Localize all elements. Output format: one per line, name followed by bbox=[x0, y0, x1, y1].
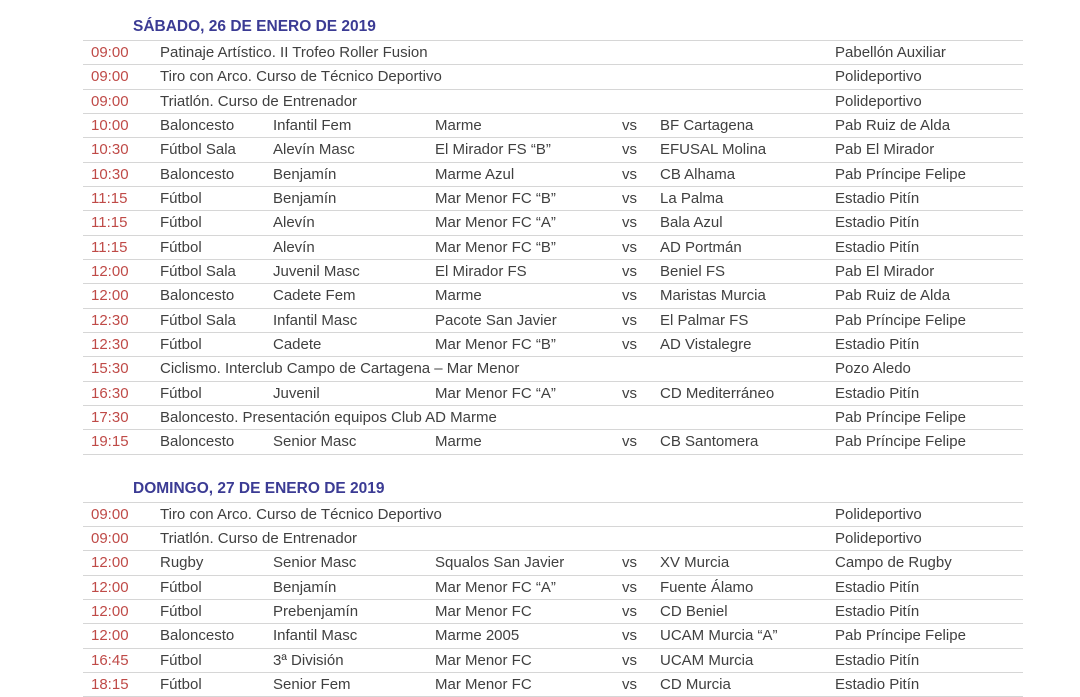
sport-cell: Fútbol bbox=[160, 190, 202, 208]
schedule-row bbox=[83, 333, 1023, 357]
category-cell: Juvenil bbox=[273, 384, 320, 402]
away-team-cell: UCAM Murcia “A” bbox=[660, 627, 778, 645]
vs-label: vs bbox=[622, 627, 637, 645]
home-team-cell: El Mirador FS “B” bbox=[435, 141, 551, 159]
home-team-cell: Mar Menor FC “A” bbox=[435, 384, 556, 402]
venue-cell: Estadio Pitín bbox=[835, 336, 920, 354]
home-team-cell: Mar Menor FC bbox=[435, 676, 532, 694]
schedule-row bbox=[83, 138, 1023, 162]
away-team-cell: El Palmar FS bbox=[660, 311, 749, 329]
category-cell: Alevín Masc bbox=[273, 141, 355, 159]
sport-cell: Baloncesto bbox=[160, 165, 235, 183]
event-cell: Tiro con Arco. Curso de Técnico Deportivo bbox=[160, 68, 442, 86]
time-cell: 16:45 bbox=[91, 651, 129, 669]
time-cell: 09:00 bbox=[91, 68, 129, 86]
venue-cell: Polideportivo bbox=[835, 92, 922, 110]
sport-cell: Fútbol bbox=[160, 238, 202, 256]
time-cell: 12:00 bbox=[91, 263, 129, 281]
schedule-row bbox=[83, 430, 1023, 454]
venue-cell: Pab El Mirador bbox=[835, 141, 935, 159]
home-team-cell: Mar Menor FC “A” bbox=[435, 214, 556, 232]
venue-cell: Estadio Pitín bbox=[835, 190, 920, 208]
vs-label: vs bbox=[622, 287, 637, 305]
time-cell: 09:00 bbox=[91, 92, 129, 110]
vs-label: vs bbox=[622, 214, 637, 232]
away-team-cell: Bala Azul bbox=[660, 214, 723, 232]
home-team-cell: Mar Menor FC “B” bbox=[435, 238, 556, 256]
schedule-row-event bbox=[83, 41, 1023, 65]
time-cell: 15:30 bbox=[91, 360, 129, 378]
sport-cell: Fútbol bbox=[160, 214, 202, 232]
time-cell: 16:30 bbox=[91, 384, 129, 402]
schedule-row-event bbox=[83, 406, 1023, 430]
schedule-row-event bbox=[83, 357, 1023, 381]
schedule-row bbox=[83, 284, 1023, 308]
vs-label: vs bbox=[622, 603, 637, 621]
home-team-cell: Marme bbox=[435, 117, 482, 135]
sport-cell: Fútbol bbox=[160, 336, 202, 354]
venue-cell: Pab El Mirador bbox=[835, 263, 935, 281]
category-cell: Cadete bbox=[273, 336, 322, 354]
venue-cell: Estadio Pitín bbox=[835, 676, 920, 694]
category-cell: Juvenil Masc bbox=[273, 263, 360, 281]
category-cell: Benjamín bbox=[273, 165, 337, 183]
schedule-row bbox=[83, 551, 1023, 575]
vs-label: vs bbox=[622, 238, 637, 256]
event-cell: Tiro con Arco. Curso de Técnico Deportivo bbox=[160, 505, 442, 523]
away-team-cell: CD Murcia bbox=[660, 676, 731, 694]
time-cell: 09:00 bbox=[91, 505, 129, 523]
time-cell: 12:00 bbox=[91, 603, 129, 621]
away-team-cell: BF Cartagena bbox=[660, 117, 754, 135]
category-cell: Infantil Masc bbox=[273, 311, 358, 329]
sport-cell: Baloncesto bbox=[160, 433, 235, 451]
home-team-cell: Mar Menor FC bbox=[435, 603, 532, 621]
vs-label: vs bbox=[622, 651, 637, 669]
vs-label: vs bbox=[622, 336, 637, 354]
time-cell: 10:30 bbox=[91, 141, 129, 159]
schedule-row bbox=[83, 211, 1023, 235]
sport-cell: Fútbol bbox=[160, 676, 202, 694]
vs-label: vs bbox=[622, 578, 637, 596]
venue-cell: Pab Príncipe Felipe bbox=[835, 627, 966, 645]
section-rows bbox=[83, 40, 1023, 455]
sections-container bbox=[83, 13, 1023, 697]
away-team-cell: CD Mediterráneo bbox=[660, 384, 775, 402]
sport-cell: Rugby bbox=[160, 554, 204, 572]
away-team-cell: Fuente Álamo bbox=[660, 578, 754, 596]
time-cell: 09:00 bbox=[91, 44, 129, 62]
venue-cell: Estadio Pitín bbox=[835, 603, 920, 621]
venue-cell: Estadio Pitín bbox=[835, 651, 920, 669]
home-team-cell: Mar Menor FC “B” bbox=[435, 190, 556, 208]
sport-cell: Fútbol bbox=[160, 603, 202, 621]
time-cell: 10:30 bbox=[91, 165, 129, 183]
schedule-row bbox=[83, 600, 1023, 624]
vs-label: vs bbox=[622, 311, 637, 329]
away-team-cell: CB Alhama bbox=[660, 165, 736, 183]
home-team-cell: Pacote San Javier bbox=[435, 311, 557, 329]
category-cell: 3ª División bbox=[273, 651, 344, 669]
venue-cell: Pab Príncipe Felipe bbox=[835, 165, 966, 183]
time-cell: 09:00 bbox=[91, 530, 129, 548]
away-team-cell: CD Beniel bbox=[660, 603, 728, 621]
vs-label: vs bbox=[622, 554, 637, 572]
event-cell: Triatlón. Curso de Entrenador bbox=[160, 92, 358, 110]
event-cell: Ciclismo. Interclub Campo de Cartagena – Mar Menor bbox=[160, 360, 520, 378]
away-team-cell: La Palma bbox=[660, 190, 724, 208]
away-team-cell: CB Santomera bbox=[660, 433, 759, 451]
away-team-cell: Beniel FS bbox=[660, 263, 726, 281]
vs-label: vs bbox=[622, 433, 637, 451]
category-cell: Prebenjamín bbox=[273, 603, 359, 621]
sport-cell: Baloncesto bbox=[160, 117, 235, 135]
category-cell: Alevín bbox=[273, 238, 315, 256]
section-title: DOMINGO, 27 DE ENERO DE 2019 bbox=[133, 479, 385, 497]
home-team-cell: El Mirador FS bbox=[435, 263, 527, 281]
schedule-row bbox=[83, 163, 1023, 187]
venue-cell: Pab Príncipe Felipe bbox=[835, 311, 966, 329]
home-team-cell: Mar Menor FC “A” bbox=[435, 578, 556, 596]
schedule-row bbox=[83, 673, 1023, 697]
venue-cell: Pab Príncipe Felipe bbox=[835, 409, 966, 427]
category-cell: Infantil Fem bbox=[273, 117, 352, 135]
schedule-row-event bbox=[83, 90, 1023, 114]
home-team-cell: Marme Azul bbox=[435, 165, 515, 183]
time-cell: 18:15 bbox=[91, 676, 129, 694]
home-team-cell: Marme 2005 bbox=[435, 627, 520, 645]
venue-cell: Estadio Pitín bbox=[835, 214, 920, 232]
away-team-cell: Maristas Murcia bbox=[660, 287, 766, 305]
time-cell: 12:00 bbox=[91, 578, 129, 596]
home-team-cell: Squalos San Javier bbox=[435, 554, 565, 572]
vs-label: vs bbox=[622, 117, 637, 135]
away-team-cell: UCAM Murcia bbox=[660, 651, 754, 669]
time-cell: 12:00 bbox=[91, 287, 129, 305]
venue-cell: Pabellón Auxiliar bbox=[835, 44, 946, 62]
day-section bbox=[83, 13, 1023, 455]
sport-cell: Fútbol bbox=[160, 384, 202, 402]
schedule-row-event bbox=[83, 65, 1023, 89]
venue-cell: Estadio Pitín bbox=[835, 238, 920, 256]
venue-cell: Estadio Pitín bbox=[835, 384, 920, 402]
sport-cell: Baloncesto bbox=[160, 287, 235, 305]
time-cell: 12:30 bbox=[91, 311, 129, 329]
schedule-row bbox=[83, 236, 1023, 260]
schedule-row bbox=[83, 649, 1023, 673]
schedule-row-event bbox=[83, 503, 1023, 527]
day-section bbox=[83, 475, 1023, 697]
venue-cell: Pab Ruiz de Alda bbox=[835, 287, 951, 305]
away-team-cell: AD Portmán bbox=[660, 238, 742, 256]
venue-cell: Estadio Pitín bbox=[835, 578, 920, 596]
away-team-cell: AD Vistalegre bbox=[660, 336, 752, 354]
category-cell: Benjamín bbox=[273, 190, 337, 208]
sport-cell: Fútbol bbox=[160, 651, 202, 669]
event-cell: Triatlón. Curso de Entrenador bbox=[160, 530, 358, 548]
section-title: SÁBADO, 26 DE ENERO DE 2019 bbox=[133, 18, 376, 35]
schedule-row bbox=[83, 260, 1023, 284]
schedule-row bbox=[83, 624, 1023, 648]
event-cell: Patinaje Artístico. II Trofeo Roller Fusion bbox=[160, 44, 428, 62]
home-team-cell: Mar Menor FC bbox=[435, 651, 532, 669]
sport-cell: Fútbol bbox=[160, 578, 202, 596]
schedule-row bbox=[83, 382, 1023, 406]
vs-label: vs bbox=[622, 384, 637, 402]
section-rows bbox=[83, 502, 1023, 697]
time-cell: 12:00 bbox=[91, 627, 129, 645]
vs-label: vs bbox=[622, 676, 637, 694]
time-cell: 11:15 bbox=[91, 214, 128, 232]
home-team-cell: Marme bbox=[435, 287, 482, 305]
sport-cell: Fútbol Sala bbox=[160, 263, 236, 281]
schedule-row bbox=[83, 309, 1023, 333]
venue-cell: Pab Príncipe Felipe bbox=[835, 433, 966, 451]
home-team-cell: Marme bbox=[435, 433, 482, 451]
venue-cell: Polideportivo bbox=[835, 505, 922, 523]
time-cell: 11:15 bbox=[91, 238, 128, 256]
home-team-cell: Mar Menor FC “B” bbox=[435, 336, 556, 354]
time-cell: 19:15 bbox=[91, 433, 129, 451]
category-cell: Alevín bbox=[273, 214, 315, 232]
sport-cell: Fútbol Sala bbox=[160, 141, 236, 159]
venue-cell: Campo de Rugby bbox=[835, 554, 952, 572]
venue-cell: Pozo Aledo bbox=[835, 360, 911, 378]
time-cell: 17:30 bbox=[91, 409, 129, 427]
schedule-row bbox=[83, 187, 1023, 211]
vs-label: vs bbox=[622, 165, 637, 183]
vs-label: vs bbox=[622, 190, 637, 208]
schedule-row bbox=[83, 114, 1023, 138]
time-cell: 11:15 bbox=[91, 190, 128, 208]
category-cell: Cadete Fem bbox=[273, 287, 356, 305]
category-cell: Senior Fem bbox=[273, 676, 351, 694]
time-cell: 12:00 bbox=[91, 554, 129, 572]
sport-cell: Fútbol Sala bbox=[160, 311, 236, 329]
category-cell: Infantil Masc bbox=[273, 627, 358, 645]
venue-cell: Polideportivo bbox=[835, 68, 922, 86]
category-cell: Senior Masc bbox=[273, 433, 357, 451]
schedule-row-event bbox=[83, 527, 1023, 551]
vs-label: vs bbox=[622, 263, 637, 281]
time-cell: 10:00 bbox=[91, 117, 129, 135]
venue-cell: Pab Ruiz de Alda bbox=[835, 117, 951, 135]
schedule-row bbox=[83, 576, 1023, 600]
category-cell: Senior Masc bbox=[273, 554, 357, 572]
venue-cell: Polideportivo bbox=[835, 530, 922, 548]
event-cell: Baloncesto. Presentación equipos Club AD Marme bbox=[160, 409, 497, 427]
sport-cell: Baloncesto bbox=[160, 627, 235, 645]
away-team-cell: XV Murcia bbox=[660, 554, 730, 572]
category-cell: Benjamín bbox=[273, 578, 337, 596]
vs-label: vs bbox=[622, 141, 637, 159]
time-cell: 12:30 bbox=[91, 336, 129, 354]
away-team-cell: EFUSAL Molina bbox=[660, 141, 767, 159]
